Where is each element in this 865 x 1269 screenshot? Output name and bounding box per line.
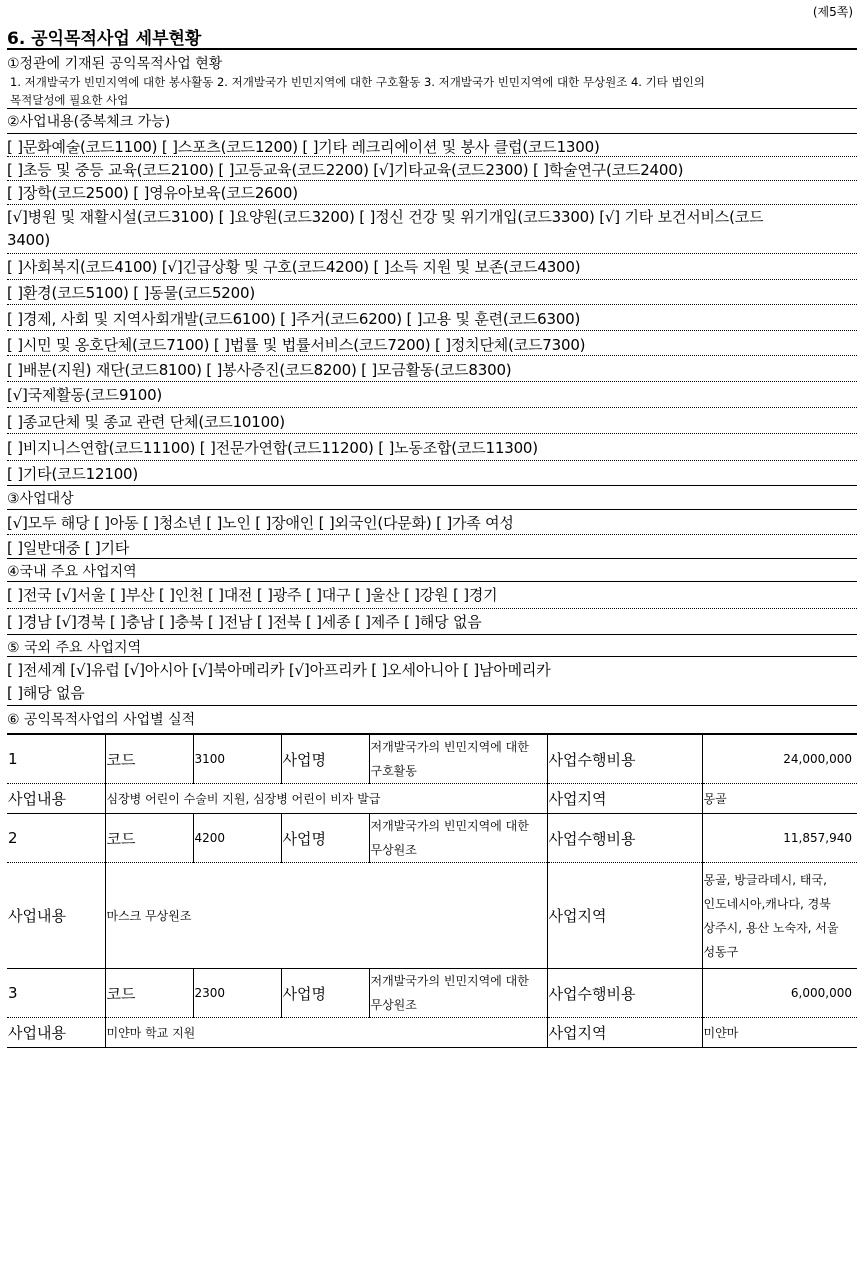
- region-label: 사업지역: [547, 784, 702, 814]
- content-value: 미얀마 학교 지원: [105, 1018, 547, 1048]
- content-value: 마스크 무상원조: [105, 863, 547, 969]
- business-name-line: 구호활동: [370, 764, 417, 778]
- section-title: 6. 공익목적사업 세부현황: [7, 29, 202, 49]
- row-number: 3: [7, 969, 105, 1018]
- s5-line-2: [ ]해당 없음: [7, 684, 85, 702]
- divider: [7, 253, 857, 254]
- table-row: [7, 784, 857, 814]
- s4-line-2: [ ]경남 [√]경북 [ ]충남 [ ]충북 [ ]전남 [ ]전북 [ ]세종 [ ]제주 [ ]해당 없음: [7, 613, 482, 631]
- s1-line-2: 목적달성에 필요한 사업: [10, 93, 129, 107]
- divider: [7, 133, 857, 134]
- divider: [7, 433, 857, 434]
- s2-line-2: [ ]초등 및 중등 교육(코드2100) [ ]고등교육(코드2200) [√]기타교육(코드2300) [ ]학술연구(코드2400): [7, 161, 684, 179]
- region-value: 미얀마: [702, 1018, 857, 1048]
- s2-line-7: [ ]경제, 사회 및 지역사회개발(코드6100) [ ]주거(코드6200) [ ]고용 및 훈련(코드6300): [7, 310, 581, 328]
- s2-line-5: [ ]사회복지(코드4100) [√]긴급상황 및 구호(코드4200) [ ]소득 지원 및 보존(코드4300): [7, 258, 581, 276]
- s2-line-10: [√]국제활동(코드9100): [7, 386, 163, 404]
- s1-line-1: 1. 저개발국가 빈민지역에 대한 봉사활동 2. 저개발국가 빈민지역에 대한 구호활동 3. 저개발국가 빈민지역에 대한 무상원조 4. 기타 법인의: [10, 75, 705, 89]
- s3-line-1: [√]모두 해당 [ ]아동 [ ]청소년 [ ]노인 [ ]장애인 [ ]외국인(다문화) [ ]가족 여성: [7, 514, 514, 532]
- divider: [7, 180, 857, 181]
- table-row: [7, 1018, 857, 1048]
- s2-line-11: [ ]종교단체 및 종교 관련 단체(코드10100): [7, 413, 285, 431]
- region-line: 몽골, 방글라데시, 태국,: [703, 872, 827, 887]
- expense-label: 사업수행비용: [547, 814, 702, 863]
- s3-line-2: [ ]일반대중 [ ]기타: [7, 539, 130, 557]
- expense-value: 11,857,940: [702, 814, 857, 863]
- business-name-label: 사업명: [281, 969, 369, 1018]
- business-name-line: 저개발국가의 빈민지역에 대한: [370, 740, 529, 754]
- s2-line-6: [ ]환경(코드5100) [ ]동물(코드5200): [7, 284, 255, 302]
- expense-value: 24,000,000: [702, 734, 857, 784]
- business-name-line: 저개발국가의 빈민지역에 대한: [370, 819, 529, 833]
- divider: [7, 581, 857, 582]
- s5-header: ⑤ 국외 주요 사업지역: [7, 640, 142, 656]
- region-line: 인도네시아,캐나다, 경북: [703, 896, 831, 911]
- business-name-value: [369, 814, 547, 863]
- content-value: 심장병 어린이 수술비 지원, 심장병 어린이 비자 발급: [105, 784, 547, 814]
- divider: [7, 304, 857, 305]
- s2-line-4-cont: 3400): [7, 231, 51, 249]
- page-number: (제5쪽): [812, 5, 853, 19]
- expense-label: 사업수행비용: [547, 969, 702, 1018]
- divider: [7, 485, 857, 486]
- code-label: 코드: [105, 814, 193, 863]
- content-label: 사업내용: [7, 1018, 105, 1048]
- divider: [7, 558, 857, 559]
- row-number: 1: [7, 734, 105, 784]
- code-value: 3100: [193, 734, 281, 784]
- content-label: 사업내용: [7, 784, 105, 814]
- code-label: 코드: [105, 734, 193, 784]
- business-name-value: [369, 969, 547, 1018]
- region-label: 사업지역: [547, 863, 702, 969]
- table-row: [7, 734, 857, 784]
- s2-line-4: [√]병원 및 재활시설(코드3100) [ ]요양원(코드3200) [ ]정신 건강 및 위기개입(코드3300) [√] 기타 보건서비스(코드: [7, 208, 764, 226]
- content-label: 사업내용: [7, 863, 105, 969]
- code-value: 4200: [193, 814, 281, 863]
- divider: [7, 705, 857, 706]
- divider: [7, 509, 857, 510]
- expense-label: 사업수행비용: [547, 734, 702, 784]
- s4-line-1: [ ]전국 [√]서울 [ ]부산 [ ]인천 [ ]대전 [ ]광주 [ ]대구 [ ]울산 [ ]강원 [ ]경기: [7, 586, 498, 604]
- region-line: 성동구: [703, 944, 739, 959]
- divider: [7, 608, 857, 609]
- s1-header: ①정관에 기재된 공익목적사업 현황: [7, 56, 223, 72]
- divider: [7, 381, 857, 382]
- divider: [7, 279, 857, 280]
- table-row: [7, 814, 857, 863]
- business-name-label: 사업명: [281, 734, 369, 784]
- code-label: 코드: [105, 969, 193, 1018]
- s2-line-1: [ ]문화예술(코드1100) [ ]스포츠(코드1200) [ ]기타 레크리에이션 및 봉사 클럽(코드1300): [7, 138, 600, 156]
- s2-line-3: [ ]장학(코드2500) [ ]영유아보육(코드2600): [7, 184, 298, 202]
- expense-value: 6,000,000: [702, 969, 857, 1018]
- divider: [7, 634, 857, 635]
- results-table: [7, 733, 857, 1048]
- s2-line-9: [ ]배분(지원) 재단(코드8100) [ ]봉사증진(코드8200) [ ]모금활동(코드8300): [7, 361, 512, 379]
- business-name-line: 무상원조: [370, 843, 417, 857]
- divider: [7, 330, 857, 331]
- divider: [7, 355, 857, 356]
- code-value: 2300: [193, 969, 281, 1018]
- divider: [7, 204, 857, 205]
- row-number: 2: [7, 814, 105, 863]
- region-value: [702, 863, 857, 969]
- s2-line-12: [ ]비지니스연합(코드11100) [ ]전문가연합(코드11200) [ ]노동조합(코드11300): [7, 439, 538, 457]
- divider: [7, 534, 857, 535]
- s2-line-13: [ ]기타(코드12100): [7, 465, 139, 483]
- divider: [7, 407, 857, 408]
- s2-header: ②사업내용(중복체크 가능): [7, 114, 171, 130]
- divider: [7, 460, 857, 461]
- divider: [7, 656, 857, 657]
- s5-line-1: [ ]전세계 [√]유럽 [√]아시아 [√]북아메리카 [√]아프리카 [ ]오세아니아 [ ]남아메리카: [7, 661, 551, 679]
- divider: [7, 108, 857, 109]
- s4-header: ④국내 주요 사업지역: [7, 564, 137, 580]
- table-row: [7, 969, 857, 1018]
- s2-line-8: [ ]시민 및 옹호단체(코드7100) [ ]법률 및 법률서비스(코드7200) [ ]정치단체(코드7300): [7, 336, 586, 354]
- business-name-label: 사업명: [281, 814, 369, 863]
- region-label: 사업지역: [547, 1018, 702, 1048]
- business-name-value: [369, 734, 547, 784]
- business-name-line: 저개발국가의 빈민지역에 대한: [370, 974, 529, 988]
- business-name-line: 무상원조: [370, 998, 417, 1012]
- region-value: 몽골: [702, 784, 857, 814]
- region-line: 상주시, 용산 노숙자, 서울: [703, 920, 839, 935]
- divider: [7, 156, 857, 157]
- s6-header: ⑥ 공익목적사업의 사업별 실적: [7, 712, 196, 728]
- table-row: [7, 863, 857, 969]
- title-divider: [7, 48, 857, 50]
- s3-header: ③사업대상: [7, 491, 74, 507]
